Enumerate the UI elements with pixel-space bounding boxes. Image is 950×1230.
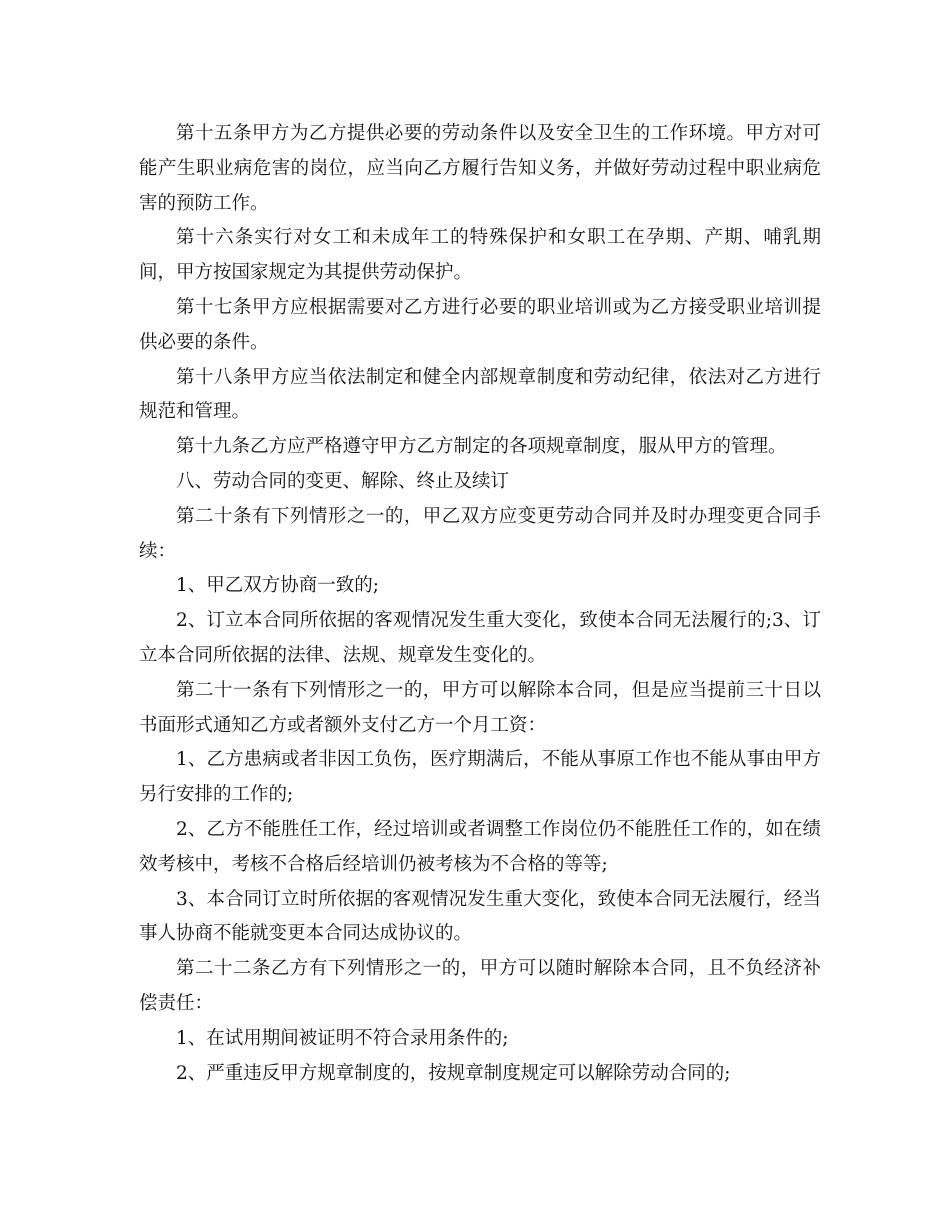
paragraph-article-20: 第二十条有下列情形之一的，甲乙双方应变更劳动合同并及时办理变更合同手续：: [139, 505, 821, 562]
list-item-20-1: 1、甲乙双方协商一致的;: [176, 575, 380, 597]
section-heading-contract-changes: 八、劳动合同的变更、解除、终止及续订: [176, 470, 510, 492]
document-page: [139, 117, 821, 1091]
list-item-22-2: 2、严重违反甲方规章制度的，按规章制度规定可以解除劳动合同的;: [176, 1062, 731, 1084]
paragraph-article-17: 第十七条甲方应根据需要对乙方进行必要的职业培训或为乙方接受职业培训提供必要的条件。: [139, 296, 821, 353]
paragraph-article-21: 第二十一条有下列情形之一的，甲方可以解除本合同，但是应当提前三十日以书面形式通知乙方或者额外支付乙方一个月工资：: [139, 679, 821, 736]
list-item-22-1: 1、在试用期间被证明不符合录用条件的;: [176, 1027, 509, 1049]
list-item-21-1: 1、乙方患病或者非因工负伤，医疗期满后，不能从事原工作也不能从事由甲方另行安排的工作的;: [139, 749, 821, 806]
paragraph-article-19: 第十九条乙方应严格遵守甲方乙方制定的各项规章制度，服从甲方的管理。: [176, 436, 787, 458]
paragraph-article-15: 第十五条甲方为乙方提供必要的劳动条件以及安全卫生的工作环境。甲方对可能产生职业病危害的岗位，应当向乙方履行告知义务，并做好劳动过程中职业病危害的预防工作。: [139, 123, 821, 214]
list-item-20-2-3: 2、订立本合同所依据的客观情况发生重大变化，致使本合同无法履行的;3、订立本合同所依据的法律、法规、规章发生变化的。: [139, 610, 821, 666]
list-item-21-3: 3、本合同订立时所依据的客观情况发生重大变化，致使本合同无法履行，经当事人协商不能就变更本合同达成协议的。: [139, 888, 821, 945]
paragraph-article-16: 第十六条实行对女工和未成年工的特殊保护和女职工在孕期、产期、哺乳期间，甲方按国家规定为其提供劳动保护。: [139, 227, 821, 284]
paragraph-article-18: 第十八条甲方应当依法制定和健全内部规章制度和劳动纪律，依法对乙方进行规范和管理。: [139, 366, 821, 423]
paragraph-article-22: 第二十二条乙方有下列情形之一的，甲方可以随时解除本合同，且不负经济补偿责任：: [139, 958, 821, 1014]
list-item-21-2: 2、乙方不能胜任工作，经过培训或者调整工作岗位仍不能胜任工作的，如在绩效考核中，考核不合格后经培训仍被考核为不合格的等等;: [139, 818, 821, 875]
